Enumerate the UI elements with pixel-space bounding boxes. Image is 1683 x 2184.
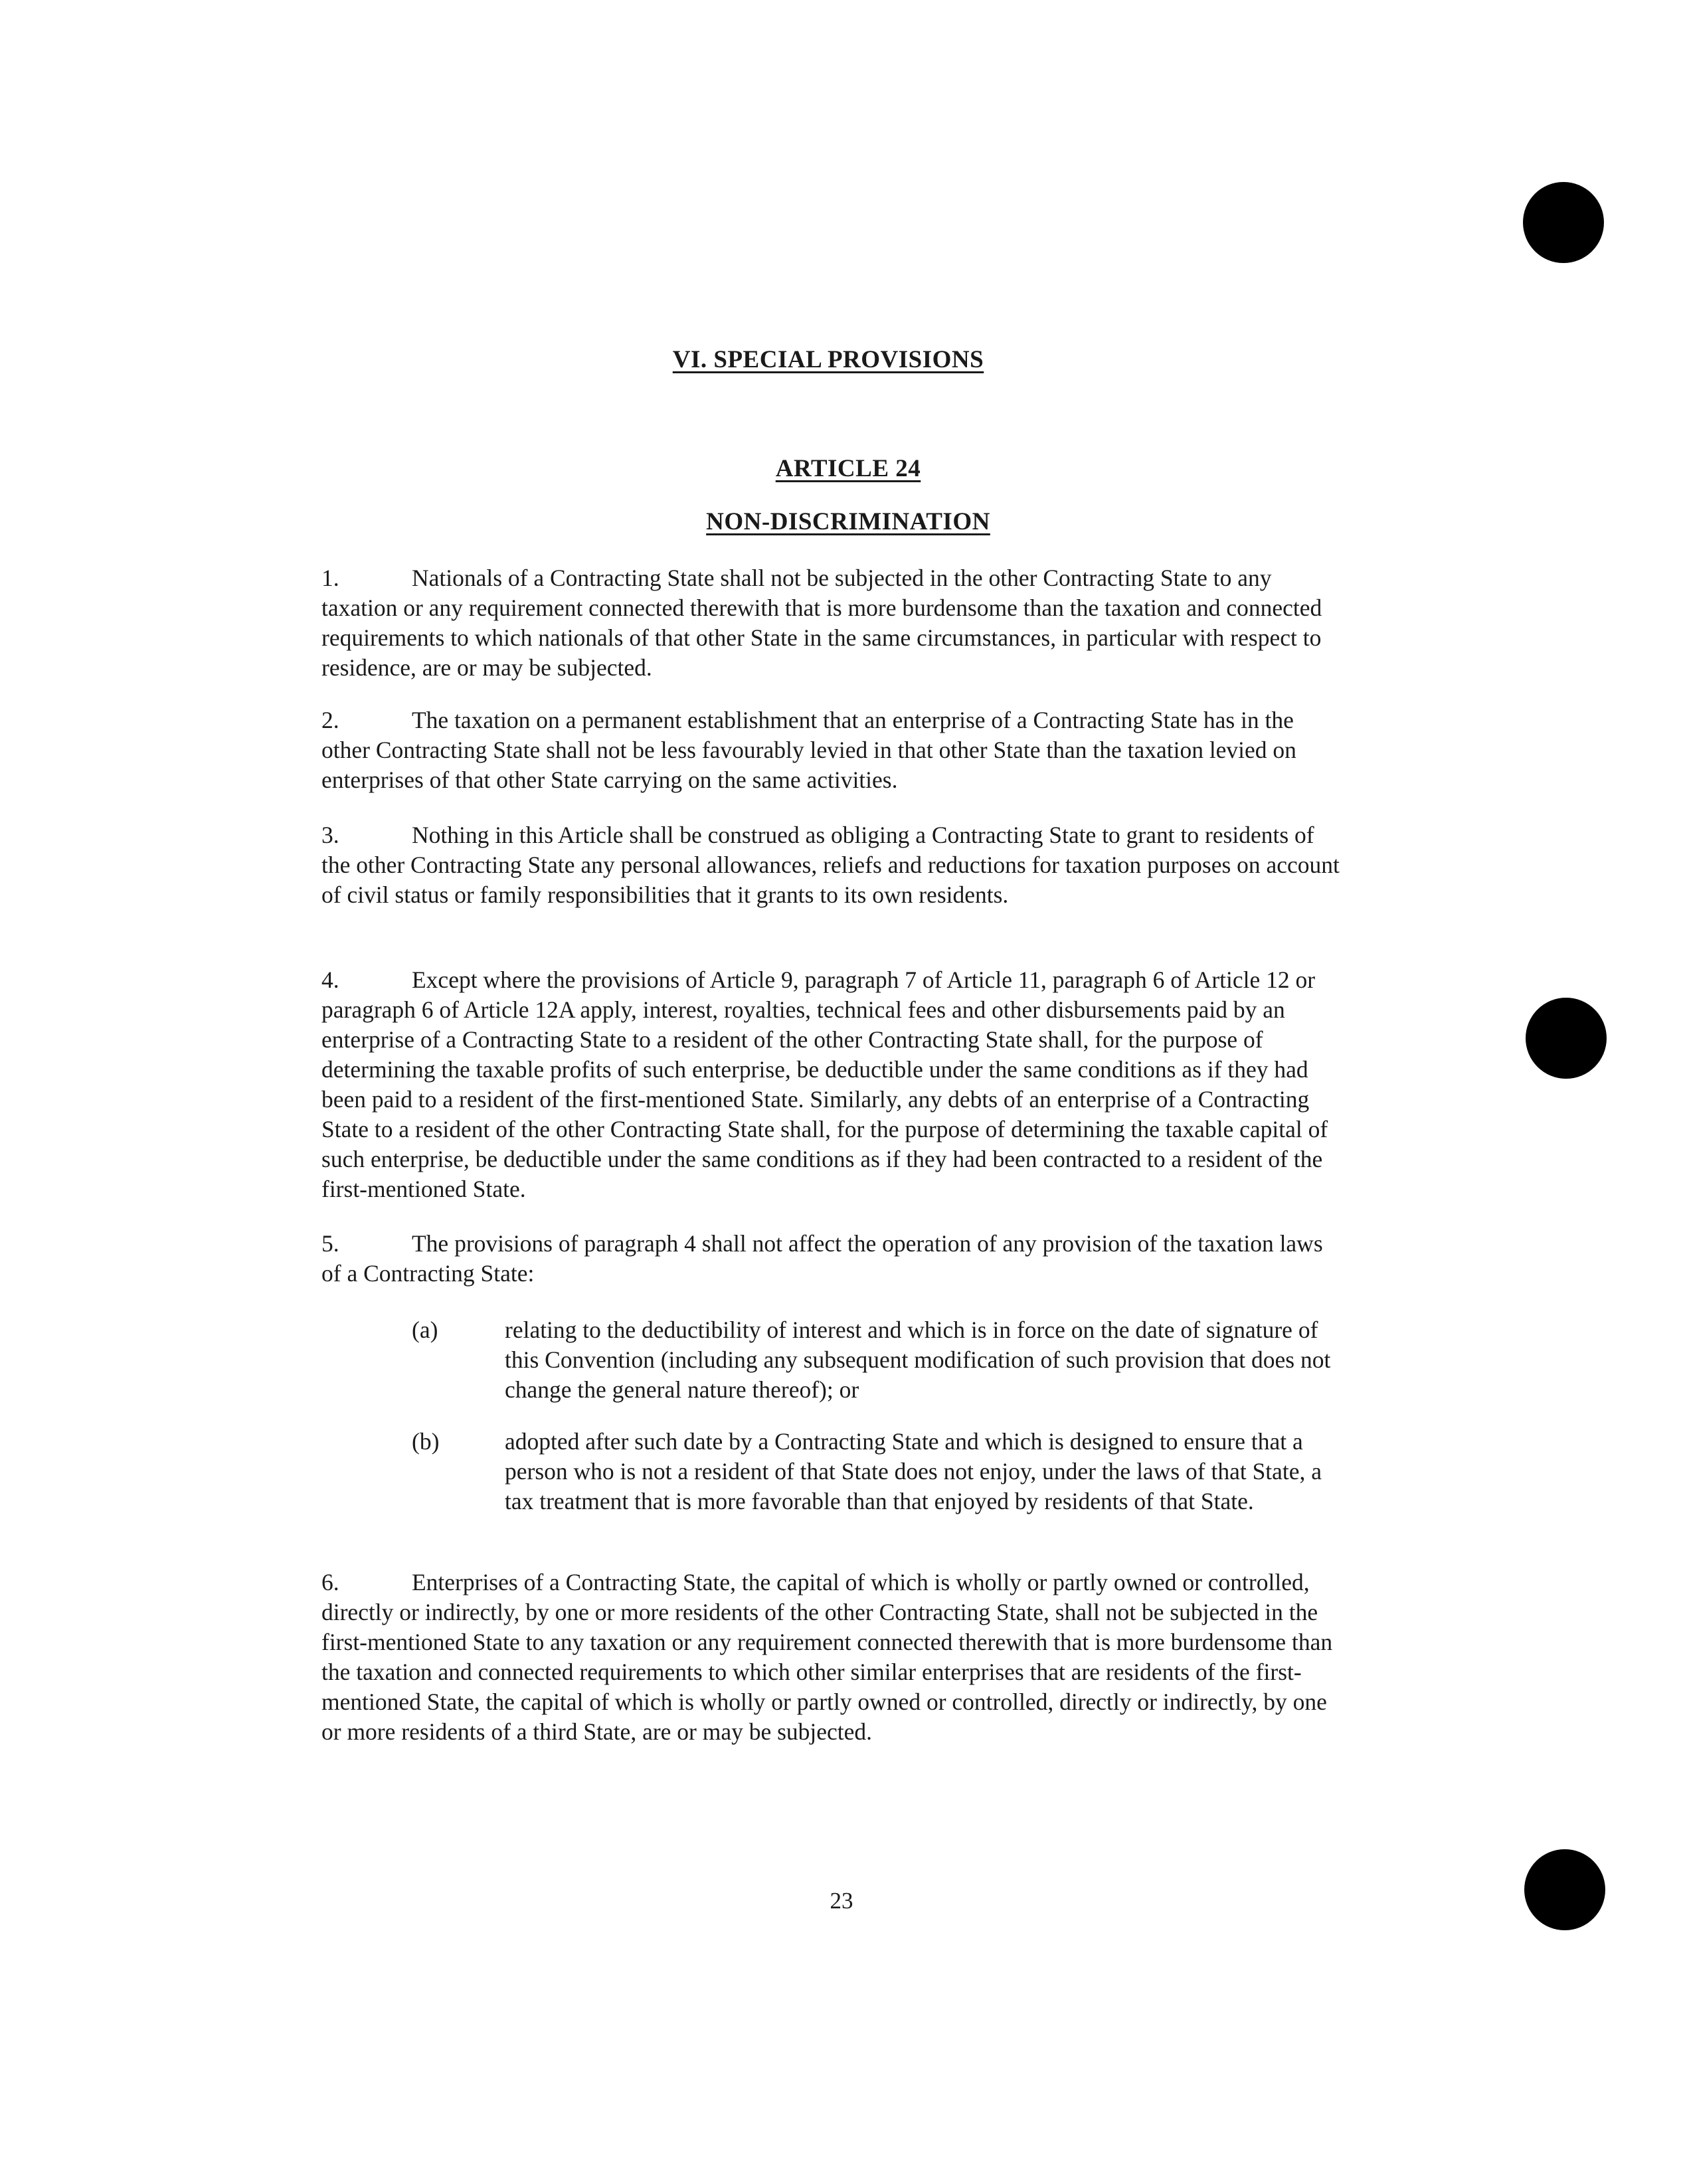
paragraph-text: The provisions of paragraph 4 shall not affect the operation of any provision of the taxation laws of a Contracting State: [321,1230,1323,1287]
article-heading: ARTICLE 24 [775,455,921,482]
paragraph-number: 5. [321,1230,339,1257]
paragraph-1 [321,563,1344,683]
paragraph-6 [321,1568,1344,1747]
paragraph-text: Except where the provisions of Article 9, paragraph 7 of Article 11, paragraph 6 of Article 12 or paragraph 6 of Article 12A apply, interest, royalties, technical fees and other disbursements paid by an enterprise of a Contracting State to a resident of the other Contracting State shall, for the purpose of determining the taxable profits of such enterprise, be deductible under the same conditions as if they had been paid to a resident of the first-mentioned State. Similarly, any debts of an enterprise of a Contracting State to a resident of the other Contracting State shall, for the purpose of determining the taxable capital of such enterprise, be deductible under the same conditions as if they had been contracted to a resident of the first-mentioned State. [321,966,1328,1202]
paragraph-number: 6. [321,1569,339,1595]
paragraph-number: 1. [321,565,339,591]
paragraph-4 [321,965,1344,1204]
subitem-label: (b) [412,1428,440,1455]
paragraph-text: Nothing in this Article shall be construed as obliging a Contracting State to grant to residents of the other Contracting State any personal allowances, reliefs and reductions for taxation purposes on account of civil status or family responsibilities that it grants to its own residents. [321,822,1340,908]
paragraph-2 [321,705,1344,795]
subitem-label: (a) [412,1317,438,1343]
paragraph-3 [321,820,1344,910]
punch-hole-top [1523,182,1604,263]
paragraph-number: 3. [321,822,339,848]
subitem-b [412,1427,1342,1550]
subitem-text: adopted after such date by a Contracting State and which is designed to ensure that a person who is not a resident of that State does not enjoy, under the laws of that State, a tax treatment that is more favorable than that enjoyed by residents of that State. [505,1428,1322,1514]
paragraph-text: The taxation on a permanent establishment that an enterprise of a Contracting State has in the other Contracting State shall not be less favourably levied in that other State than the taxation levied on enterprises of that other State carrying on the same activities. [321,707,1296,793]
paragraph-number: 2. [321,707,339,733]
punch-hole-middle [1526,998,1607,1079]
subject-heading: NON-DISCRIMINATION [706,508,990,535]
paragraph-5 [321,1229,1344,1289]
subitem-text: relating to the deductibility of interest and which is in force on the date of signature of this Convention (including any subsequent modification of such provision that does not change the general nature thereof); or [505,1317,1331,1403]
paragraph-number: 4. [321,966,339,993]
paragraph-text: Nationals of a Contracting State shall not be subjected in the other Contracting State to any taxation or any requirement connected therewith that is more burdensome than the taxation and connected requirements to which nationals of that other State in the same circumstances, in particular with respect to residence, are or may be subjected. [321,565,1322,681]
paragraph-text: Enterprises of a Contracting State, the capital of which is wholly or partly owned or controlled, directly or indirectly, by one or more residents of the other Contracting State, shall not be subjected in the first-mentioned State to any taxation or any requirement connected therewith that is more burdensome than the taxation and connected requirements to which other similar enterprises that are residents of the first-mentioned State, the capital of which is wholly or partly owned or controlled, directly or indirectly, by one or more residents of a third State, are or may be subjected. [321,1569,1333,1745]
section-heading: VI. SPECIAL PROVISIONS [672,346,984,373]
page-number: 23 [830,1888,853,1914]
subitem-a [412,1315,1342,1408]
